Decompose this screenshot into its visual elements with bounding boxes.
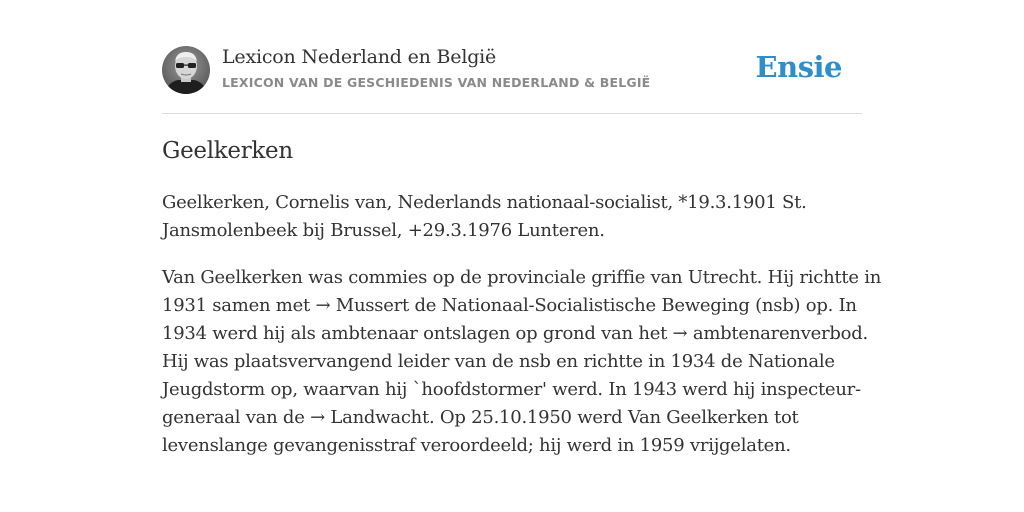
entry-title: Geelkerken xyxy=(162,138,293,164)
entry-paragraph xyxy=(162,264,882,460)
header xyxy=(162,46,862,96)
paragraph-line: levenslange gevangenisstraf veroordeeld; hij werd in 1959 vrijgelaten. xyxy=(162,435,791,456)
portrait-image xyxy=(162,46,210,94)
brand-logo[interactable]: Ensie xyxy=(755,50,842,84)
site-subtitle: LEXICON VAN DE GESCHIEDENIS VAN NEDERLAND & BELGIË xyxy=(222,75,651,90)
paragraph-line: Hij was plaatsvervangend leider van de nsb en richtte in 1934 de Nationale xyxy=(162,351,835,372)
site-title[interactable]: Lexicon Nederland en België xyxy=(222,46,497,68)
paragraph-line: Geelkerken, Cornelis van, Nederlands nationaal-socialist, *19.3.1901 St. xyxy=(162,192,807,213)
avatar[interactable] xyxy=(162,46,210,94)
paragraph-line: Jeugdstorm op, waarvan hij `hoofdstormer' werd. In 1943 werd hij inspecteur- xyxy=(162,379,861,400)
divider xyxy=(162,113,862,114)
paragraph-line[interactable]: 1931 samen met → Mussert de Nationaal-Socialistische Beweging (nsb) op. In xyxy=(162,295,857,316)
paragraph-line: Jansmolenbeek bij Brussel, +29.3.1976 Lunteren. xyxy=(162,220,605,241)
paragraph-line: Van Geelkerken was commies op de provinciale griffie van Utrecht. Hij richtte in xyxy=(162,267,882,288)
entry-paragraph xyxy=(162,189,862,245)
paragraph-line[interactable]: 1934 werd hij als ambtenaar ontslagen op grond van het → ambtenarenverbod. xyxy=(162,323,869,344)
paragraph-line[interactable]: generaal van de → Landwacht. Op 25.10.1950 werd Van Geelkerken tot xyxy=(162,407,799,428)
